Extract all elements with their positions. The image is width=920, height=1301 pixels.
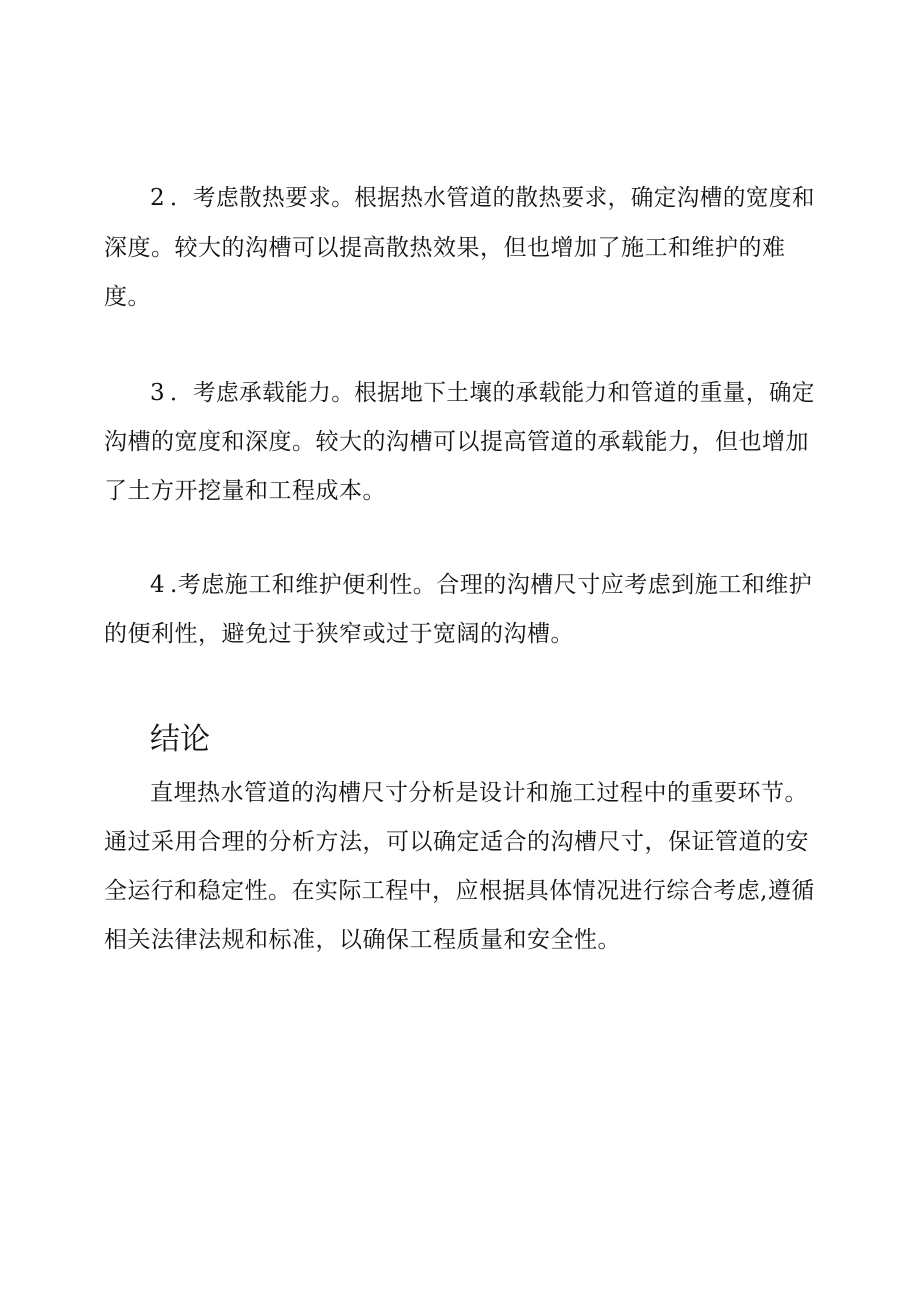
- item-text-line: ．考虑散热要求。根据热水管道的散热要求，确定沟槽的宽度和: [170, 185, 815, 211]
- item-text-line: 度。: [104, 284, 151, 310]
- item-number: 3: [150, 380, 166, 406]
- paragraph-line: 通过采用合理的分析方法，可以确定适合的沟槽尺寸，保证管道的安: [104, 829, 809, 855]
- item-text-line: 深度。较大的沟槽可以提高散热效果，但也增加了施工和维护的难: [104, 235, 786, 261]
- item-text-line: ．考虑承载能力。根据地下土壤的承载能力和管道的重量，确定: [170, 380, 815, 406]
- item-number: 4: [150, 572, 166, 598]
- item-text-line: 沟槽的宽度和深度。较大的沟槽可以提高管道的承载能力，但也增加: [104, 429, 809, 455]
- item-number: 2: [150, 185, 166, 211]
- item-text-line: .考虑施工和维护便利性。合理的沟槽尺寸应考虑到施工和维护: [170, 572, 813, 598]
- paragraph-line: 全运行和稳定性。在实际工程中，应根据具体情况进行综合考虑,遵循: [104, 878, 815, 904]
- item-text-line: 的便利性，避免过于狭窄或过于宽阔的沟槽。: [104, 621, 574, 647]
- paragraph-line: 直埋热水管道的沟槽尺寸分析是设计和施工过程中的重要环节。: [150, 780, 808, 806]
- item-text-line: 了土方开挖量和工程成本。: [104, 478, 386, 504]
- section-heading: 结论: [150, 722, 210, 757]
- paragraph-line: 相关法律法规和标准，以确保工程质量和安全性。: [104, 927, 621, 953]
